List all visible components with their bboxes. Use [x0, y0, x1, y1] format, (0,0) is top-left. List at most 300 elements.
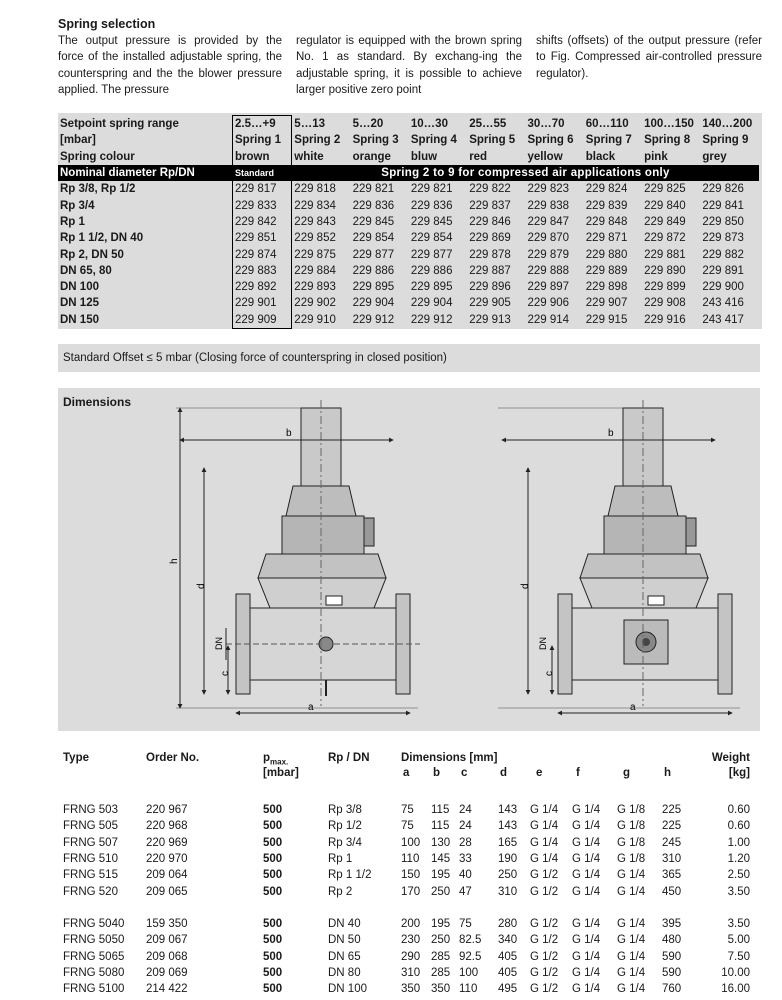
- range-cell: 30…70: [527, 117, 565, 130]
- order-code-cell: 229 845: [410, 215, 453, 228]
- col-header-a: a: [403, 767, 410, 779]
- order-code-cell: 229 846: [469, 215, 511, 228]
- col-header-p: [263, 752, 288, 766]
- cell-rp: Rp 1/2: [328, 820, 362, 833]
- order-code-cell: 229 882: [702, 248, 744, 261]
- dim-label-a: a: [308, 702, 314, 713]
- table-row: [58, 246, 759, 262]
- cell-a: 100: [401, 836, 421, 849]
- section-title-spring-selection: Spring selection: [58, 17, 156, 31]
- spring-cell: Spring 4: [410, 134, 457, 147]
- table-row: [58, 263, 759, 279]
- col-header-g: g: [623, 767, 631, 779]
- order-code-cell: 229 912: [352, 313, 395, 326]
- colour-cell: brown: [233, 149, 292, 165]
- cell-w: 10.00: [721, 966, 750, 979]
- order-code-cell: 229 895: [410, 281, 453, 294]
- cell-rp: Rp 3/8: [328, 804, 362, 816]
- cell-d: 310: [498, 885, 518, 898]
- cell-g: G 1/4: [617, 918, 646, 930]
- table-row: [58, 279, 759, 295]
- cell-d: 143: [498, 804, 518, 816]
- colour-cell: grey: [702, 150, 727, 163]
- table-row: [58, 965, 762, 981]
- order-code-cell: 229 842: [233, 214, 292, 230]
- p-subscript: max.: [270, 757, 289, 767]
- cell-w: 3.50: [727, 918, 750, 930]
- cell-f: G 1/4: [572, 918, 601, 930]
- cell-p: 500: [263, 836, 283, 849]
- order-code-cell: 229 821: [352, 183, 395, 196]
- cell-h: 590: [662, 966, 682, 979]
- row-size-label: Rp 3/8, Rp 1/2: [60, 183, 136, 196]
- spring-selection-table: [58, 115, 759, 329]
- cell-d: 340: [498, 934, 518, 947]
- dim-label-dn: DN: [214, 637, 224, 650]
- order-code-cell: 229 913: [469, 313, 511, 326]
- row-size-label: DN 150: [60, 313, 99, 326]
- order-code-cell: 243 417: [702, 313, 744, 326]
- order-code-cell: 229 822: [469, 183, 511, 196]
- intro-paragraph-col-1: The output pressure is provided by the force of the installed adjustable spring, the counterspring and the the blower pressure applied. The pressure: [58, 35, 282, 96]
- col-header-b: b: [433, 767, 441, 779]
- cell-g: G 1/4: [617, 885, 646, 898]
- spring-header-row: [58, 132, 759, 148]
- regulator-drawing-right: [498, 400, 740, 713]
- cell-g: G 1/8: [617, 852, 646, 865]
- cell-f: G 1/4: [572, 934, 601, 947]
- range-cell: 2.5…+9: [233, 116, 292, 133]
- cell-e: G 1/4: [530, 852, 559, 865]
- cell-h: 590: [662, 950, 682, 963]
- cell-w: 1.00: [727, 836, 750, 849]
- cell-rp: Rp 1: [328, 852, 353, 865]
- cell-h: 480: [662, 934, 682, 947]
- cell-rp: DN 40: [328, 918, 361, 930]
- col-header-dimensions: Dimensions [mm]: [401, 752, 498, 764]
- row-size-label: DN 100: [60, 281, 99, 294]
- table-row: [58, 214, 759, 230]
- cell-order: 209 068: [146, 950, 188, 963]
- order-code-cell: 229 904: [410, 297, 453, 310]
- cell-type: FRNG 5065: [63, 950, 125, 963]
- cell-a: 200: [401, 918, 421, 930]
- row-label: Setpoint spring range: [60, 117, 179, 130]
- cell-h: 365: [662, 869, 682, 882]
- cell-e: G 1/2: [530, 869, 559, 882]
- dim-label-dn-right: DN: [538, 637, 548, 650]
- cell-type: FRNG 5100: [63, 983, 125, 996]
- cell-e: G 1/2: [530, 983, 559, 996]
- order-code-cell: 229 845: [352, 215, 395, 228]
- row-size-label: DN 65, 80: [60, 264, 112, 277]
- order-code-cell: 229 899: [644, 281, 686, 294]
- colour-cell: pink: [644, 150, 668, 163]
- cell-rp: Rp 1 1/2: [328, 869, 372, 882]
- order-code-cell: 229 847: [527, 215, 570, 228]
- cell-type: FRNG 5080: [63, 966, 125, 979]
- order-code-cell: 229 890: [644, 264, 686, 277]
- order-code-cell: 229 914: [527, 313, 570, 326]
- cell-a: 310: [401, 966, 421, 979]
- cell-e: G 1/2: [530, 934, 559, 947]
- cell-e: G 1/2: [530, 918, 559, 930]
- intro-paragraph-col-2: regulator is equipped with the brown spring No. 1 as standard. By exchang-ing the adjustable spring, it is possible to achieve larger positive zero point: [296, 35, 522, 96]
- cell-w: 1.20: [727, 852, 750, 865]
- col-header-c: c: [461, 767, 468, 779]
- spring-cell: Spring 5: [469, 134, 516, 147]
- order-code-cell: 229 907: [585, 297, 628, 310]
- cell-h: 245: [662, 836, 682, 849]
- order-code-cell: 229 893: [294, 281, 336, 294]
- cell-w: 0.60: [727, 804, 750, 816]
- cell-b: 350: [431, 983, 451, 996]
- order-code-cell: 229 887: [469, 264, 511, 277]
- cell-c: 82.5: [459, 934, 482, 947]
- cell-c: 28: [459, 836, 472, 849]
- cell-order: 220 967: [146, 804, 188, 816]
- dim-label-c-right: c: [544, 671, 555, 676]
- cell-c: 75: [459, 918, 472, 930]
- cell-c: 47: [459, 885, 472, 898]
- cell-w: 16.00: [721, 983, 750, 996]
- cell-f: G 1/4: [572, 983, 601, 996]
- table-row: [58, 981, 762, 997]
- order-code-cell: 229 905: [469, 297, 511, 310]
- cell-rp: Rp 3/4: [328, 836, 362, 849]
- cell-p: 500: [263, 983, 283, 996]
- cell-type: FRNG 515: [63, 869, 118, 882]
- row-label: Spring colour: [60, 150, 135, 163]
- table-row: [58, 197, 759, 213]
- cell-order: 220 970: [146, 852, 188, 865]
- order-code-cell: 229 838: [527, 199, 570, 212]
- cell-a: 350: [401, 983, 421, 996]
- order-code-cell: 229 909: [233, 312, 292, 329]
- order-code-cell: 229 906: [527, 297, 570, 310]
- cell-b: 195: [431, 869, 451, 882]
- cell-e: G 1/2: [530, 966, 559, 979]
- cell-type: FRNG 505: [63, 820, 118, 833]
- cell-e: G 1/2: [530, 950, 559, 963]
- row-label: [mbar]: [60, 134, 96, 147]
- range-cell: 10…30: [410, 117, 448, 130]
- cell-type: FRNG 510: [63, 852, 118, 865]
- cell-type: FRNG 5040: [63, 918, 125, 930]
- cell-f: G 1/4: [572, 869, 601, 882]
- dimension-drawings: [58, 388, 760, 731]
- order-code-cell: 229 912: [410, 313, 453, 326]
- cell-b: 250: [431, 934, 451, 947]
- cell-rp: DN 65: [328, 950, 361, 963]
- table-row: [58, 932, 762, 948]
- cell-g: G 1/8: [617, 836, 646, 849]
- cell-h: 395: [662, 918, 682, 930]
- cell-d: 143: [498, 820, 518, 833]
- cell-p: 500: [263, 966, 283, 979]
- cell-order: 220 969: [146, 836, 188, 849]
- standard-offset-note: Standard Offset ≤ 5 mbar (Closing force of counterspring in closed position): [58, 344, 760, 372]
- cell-f: G 1/4: [572, 836, 601, 849]
- order-code-cell: 229 915: [585, 313, 628, 326]
- dim-label-a-right: a: [630, 702, 636, 713]
- dim-label-d: d: [196, 583, 207, 589]
- order-code-cell: 229 902: [294, 297, 336, 310]
- row-size-label: Rp 3/4: [60, 199, 95, 212]
- order-code-cell: 229 877: [410, 248, 453, 261]
- cell-type: FRNG 503: [63, 804, 118, 816]
- order-code-cell: 229 889: [585, 264, 628, 277]
- order-code-cell: 229 884: [294, 264, 336, 277]
- cell-p: 500: [263, 869, 283, 882]
- order-code-cell: 229 898: [585, 281, 628, 294]
- cell-w: 5.00: [727, 934, 750, 947]
- intro-paragraph-col-3: shifts (offsets) of the output pressure (refer to Fig. Compressed air-controlled pressure regulator).: [536, 35, 762, 80]
- spring-cell: Spring 3: [352, 134, 399, 147]
- order-code-cell: 243 416: [702, 297, 744, 310]
- order-code-cell: 229 839: [585, 199, 628, 212]
- cell-d: 280: [498, 918, 518, 930]
- order-code-cell: 229 854: [352, 232, 395, 245]
- order-code-cell: 229 910: [294, 313, 336, 326]
- cell-a: 75: [401, 820, 414, 833]
- dim-label-b-right: b: [608, 428, 614, 439]
- cell-a: 75: [401, 804, 414, 816]
- cell-f: G 1/4: [572, 852, 601, 865]
- cell-c: 100: [459, 966, 479, 979]
- table-row: [58, 295, 759, 311]
- cell-f: G 1/4: [572, 804, 601, 816]
- cell-p: 500: [263, 918, 283, 930]
- table-row: [58, 230, 759, 246]
- cell-a: 150: [401, 869, 421, 882]
- cell-order: 159 350: [146, 918, 188, 930]
- table-row: [58, 851, 762, 867]
- cell-order: 209 067: [146, 934, 188, 947]
- cell-b: 145: [431, 852, 451, 865]
- order-code-cell: 229 834: [294, 199, 336, 212]
- cell-a: 170: [401, 885, 421, 898]
- order-code-cell: 229 818: [294, 183, 336, 196]
- cell-g: G 1/4: [617, 983, 646, 996]
- cell-order: 220 968: [146, 820, 188, 833]
- order-code-cell: 229 851: [233, 230, 292, 246]
- spring-cell: Spring 2: [294, 134, 341, 147]
- range-cell: 5…13: [294, 117, 325, 130]
- order-code-cell: 229 836: [410, 199, 453, 212]
- cell-rp: Rp 2: [328, 885, 353, 898]
- cell-f: G 1/4: [572, 966, 601, 979]
- dim-label-h: h: [169, 558, 180, 564]
- cell-rp: DN 80: [328, 966, 361, 979]
- cell-c: 24: [459, 820, 472, 833]
- table-row: [58, 312, 759, 329]
- table-row: [58, 884, 762, 900]
- table-row: [58, 181, 759, 197]
- order-code-cell: 229 840: [644, 199, 686, 212]
- dim-label-d-right: d: [520, 583, 531, 589]
- cell-e: G 1/2: [530, 885, 559, 898]
- order-code-cell: 229 821: [410, 183, 453, 196]
- cell-d: 495: [498, 983, 518, 996]
- cell-w: 3.50: [727, 885, 750, 898]
- cell-f: G 1/4: [572, 885, 601, 898]
- cell-order: 214 422: [146, 983, 188, 996]
- order-code-cell: 229 825: [644, 183, 686, 196]
- cell-p: 500: [263, 950, 283, 963]
- colour-cell: black: [585, 150, 616, 163]
- standard-label: Standard: [233, 165, 292, 181]
- order-code-cell: 229 879: [527, 248, 570, 261]
- cell-w: 0.60: [727, 820, 750, 833]
- order-code-cell: 229 873: [702, 232, 744, 245]
- order-code-cell: 229 843: [294, 215, 336, 228]
- row-size-label: Rp 1: [60, 215, 85, 228]
- order-code-cell: 229 823: [527, 183, 570, 196]
- order-code-cell: 229 836: [352, 199, 395, 212]
- cell-h: 450: [662, 885, 682, 898]
- cell-c: 92.5: [459, 950, 482, 963]
- colour-cell: bluw: [410, 150, 438, 163]
- cell-order: 209 064: [146, 869, 188, 882]
- order-code-cell: 229 895: [352, 281, 395, 294]
- cell-p: 500: [263, 820, 283, 833]
- cell-b: 250: [431, 885, 451, 898]
- order-code-cell: 229 870: [527, 232, 570, 245]
- cell-rp: DN 100: [328, 983, 367, 996]
- range-cell: 140…200: [702, 117, 753, 130]
- order-code-cell: 229 904: [352, 297, 395, 310]
- col-header-weight-unit: [kg]: [728, 767, 750, 779]
- range-cell: 100…150: [644, 117, 694, 130]
- cell-p: 500: [263, 804, 283, 816]
- cell-w: 7.50: [727, 950, 750, 963]
- cell-c: 40: [459, 869, 472, 882]
- order-code-cell: 229 869: [469, 232, 511, 245]
- order-code-cell: 229 908: [644, 297, 686, 310]
- cell-d: 405: [498, 966, 518, 979]
- order-code-cell: 229 886: [410, 264, 453, 277]
- cell-h: 310: [662, 852, 682, 865]
- cell-d: 190: [498, 852, 518, 865]
- cell-type: FRNG 520: [63, 885, 118, 898]
- cell-type: FRNG 507: [63, 836, 118, 849]
- cell-e: G 1/4: [530, 820, 559, 833]
- cell-e: G 1/4: [530, 836, 559, 849]
- order-code-cell: 229 849: [644, 215, 686, 228]
- cell-b: 115: [431, 820, 450, 833]
- col-header-h: h: [664, 767, 672, 779]
- order-code-cell: 229 875: [294, 248, 336, 261]
- order-code-cell: 229 877: [352, 248, 395, 261]
- cell-g: G 1/8: [617, 804, 646, 816]
- cell-g: G 1/4: [617, 869, 646, 882]
- order-code-cell: 229 880: [585, 248, 628, 261]
- col-header-order: Order No.: [146, 752, 200, 764]
- cell-b: 130: [431, 836, 451, 849]
- order-code-cell: 229 841: [702, 199, 744, 212]
- nominal-diameter-row: [58, 165, 759, 181]
- range-cell: 5…20: [352, 117, 384, 130]
- order-code-cell: 229 881: [644, 248, 686, 261]
- table-row: [58, 818, 762, 834]
- spring-header-row: [58, 116, 759, 133]
- cell-c: 110: [459, 983, 478, 996]
- order-code-cell: 229 872: [644, 232, 686, 245]
- order-code-cell: 229 871: [585, 232, 628, 245]
- dim-label-b: b: [286, 428, 292, 439]
- order-code-cell: 229 916: [644, 313, 686, 326]
- table-row: [58, 835, 762, 851]
- compressed-air-note: Spring 2 to 9 for compressed air applications only: [292, 165, 759, 181]
- spring-header-row: [58, 149, 759, 165]
- spring-cell: Spring 6: [527, 134, 574, 147]
- cell-w: 2.50: [727, 869, 750, 882]
- cell-e: G 1/4: [530, 804, 559, 816]
- p-symbol: p: [263, 752, 271, 764]
- col-header-p-unit: [mbar]: [263, 767, 299, 779]
- cell-d: 165: [498, 836, 518, 849]
- cell-f: G 1/4: [572, 820, 601, 833]
- colour-cell: white: [294, 150, 324, 163]
- col-header-f: f: [576, 767, 580, 779]
- cell-b: 285: [431, 966, 451, 979]
- cell-g: G 1/8: [617, 820, 646, 833]
- cell-d: 250: [498, 869, 518, 882]
- cell-order: 209 065: [146, 885, 188, 898]
- order-code-cell: 229 837: [469, 199, 511, 212]
- cell-a: 110: [401, 852, 420, 865]
- order-code-cell: 229 901: [233, 295, 292, 311]
- table-row: [58, 949, 762, 965]
- col-header-d: d: [500, 767, 508, 779]
- cell-p: 500: [263, 885, 283, 898]
- cell-c: 33: [459, 852, 472, 865]
- order-code-cell: 229 900: [702, 281, 744, 294]
- order-code-cell: 229 878: [469, 248, 511, 261]
- order-code-cell: 229 850: [702, 215, 744, 228]
- cell-order: 209 069: [146, 966, 188, 979]
- order-code-cell: 229 886: [352, 264, 395, 277]
- cell-p: 500: [263, 852, 283, 865]
- regulator-drawing-left: [169, 400, 420, 713]
- cell-g: G 1/4: [617, 934, 646, 947]
- range-cell: 25…55: [469, 117, 507, 130]
- cell-g: G 1/4: [617, 966, 646, 979]
- cell-p: 500: [263, 934, 283, 947]
- spring-cell: Spring 8: [644, 134, 691, 147]
- spring-cell: Spring 7: [585, 134, 632, 147]
- spring-cell: Spring 9: [702, 134, 749, 147]
- order-code-cell: 229 888: [527, 264, 570, 277]
- order-code-cell: 229 874: [233, 246, 292, 262]
- row-size-label: Rp 2, DN 50: [60, 248, 124, 261]
- spring-cell: Spring 1: [233, 132, 292, 148]
- order-code-cell: 229 896: [469, 281, 511, 294]
- cell-rp: DN 50: [328, 934, 361, 947]
- table-row: [58, 867, 762, 883]
- colour-cell: yellow: [527, 150, 563, 163]
- table-row: [58, 916, 762, 932]
- col-header-type: Type: [63, 752, 89, 764]
- cell-f: G 1/4: [572, 950, 601, 963]
- row-size-label: Rp 1 1/2, DN 40: [60, 232, 144, 245]
- cell-b: 195: [431, 918, 451, 930]
- col-header-weight: Weight: [711, 752, 750, 764]
- colour-cell: red: [469, 150, 488, 163]
- order-code-cell: 229 892: [233, 279, 292, 295]
- cell-b: 285: [431, 950, 451, 963]
